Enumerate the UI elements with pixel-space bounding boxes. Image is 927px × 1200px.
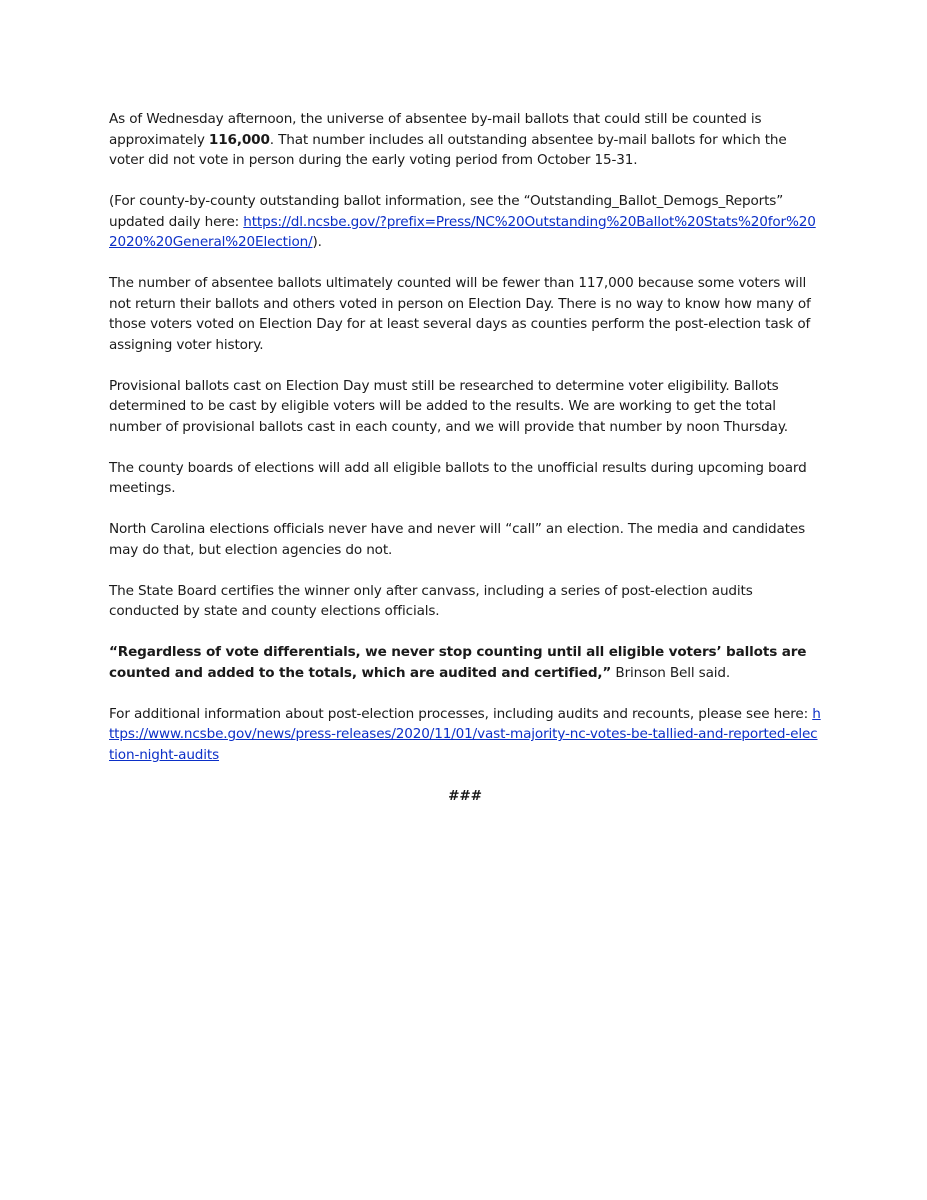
outstanding-ballot-stats-link[interactable]: https://dl.ncsbe.gov/?prefix=Press/NC%20Outstanding%20Ballot%20Stats%20for%202020%20General%20Election/ [109,213,816,250]
paragraph-county-boards: The county boards of elections will add all eligible ballots to the unofficial results during upcoming board meetings. [109,459,807,496]
press-release-link[interactable]: https://www.ncsbe.gov/news/press-releases/2020/11/01/vast-majority-nc-votes-be-tallied-and-reported-election-night-audits [109,705,821,763]
paragraph-quote: “Regardless of vote differentials, we never stop counting until all eligible voters’ ballots are counted and added to the totals, which are audited and certified,” Brinson Bell said. [109,644,807,681]
paragraph-absentee-count: The number of absentee ballots ultimately counted will be fewer than 117,000 because some voters will not return their ballots and others voted in person on Election Day. There is no way to know how many of those voters voted on Election Day for at least several days as counties perform the post-election task of assigning voter history. [109,275,811,353]
paragraph-provisional-ballots: Provisional ballots cast on Election Day must still be researched to determine voter eligibility. Ballots determined to be cast by eligible voters will be added to the results. We are working to get the total number of provisional ballots cast in each county, and we will provide that number by noon Thursday. [109,377,788,435]
paragraph-certification: The State Board certifies the winner only after canvass, including a series of post-election audits conducted by state and county elections officials. [109,582,753,619]
paragraph-additional-info: For additional information about post-election processes, including audits and recounts, please see here: https://www.ncsbe.gov/news/press-releases/2020/11/01/vast-majority-nc-votes-be-tallied-and-reported-election-night-audits [109,705,821,763]
outstanding-ballot-count: 116,000 [208,131,270,148]
brinson-bell-quote: “Regardless of vote differentials, we never stop counting until all eligible voters’ ballots are counted and added to the totals, which are audited and certified,” [109,644,807,681]
end-mark: ### [448,787,482,804]
press-release-body [109,109,821,827]
paragraph-outstanding-ballots: As of Wednesday afternoon, the universe of absentee by-mail ballots that could still be counted is approximately 116,000. That number includes all outstanding absentee by-mail ballots for which the voter did not vote in person during the early voting period from October 15-31. [109,111,787,168]
paragraph-county-info: (For county-by-county outstanding ballot information, see the “Outstanding_Ballot_Demogs_Reports” updated daily here: https://dl.ncsbe.gov/?prefix=Press/NC%20Outstanding%20Ballot%20Stats%20for%202020%20General%20Election/). [109,193,816,250]
paragraph-call-election: North Carolina elections officials never have and never will “call” an election. The media and candidates may do that, but election agencies do not. [109,521,806,558]
